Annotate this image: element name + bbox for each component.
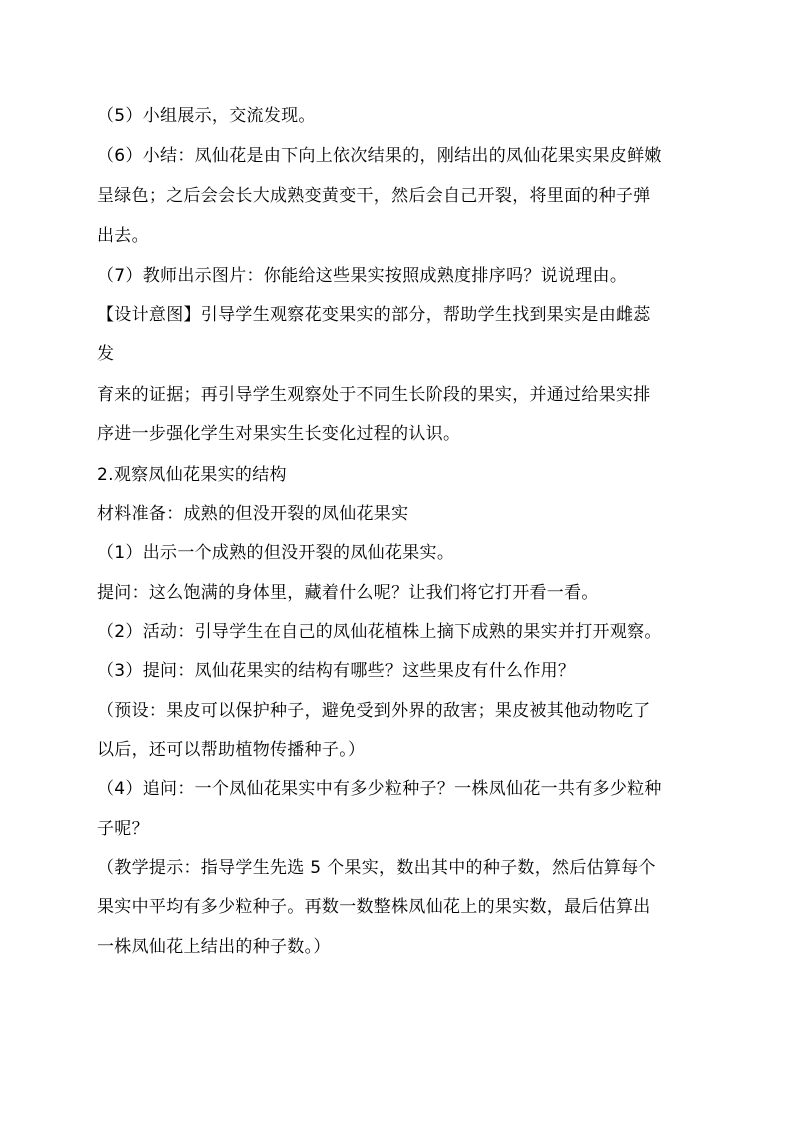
- paragraph-line: 子呢？: [97, 819, 149, 839]
- paragraph-line: （预设：果皮可以保护种子，避免受到外界的敌害；果皮被其他动物吃了: [97, 701, 651, 721]
- section-heading: 2.观察凤仙花果实的结构: [97, 465, 287, 485]
- paragraph-line: （7）教师出示图片：你能给这些果实按照成熟度排序吗？说说理由。: [97, 266, 628, 286]
- paragraph-line: 出去。: [97, 226, 149, 246]
- design-intent-line: 序进一步强化学生对果实生长变化过程的认识。: [97, 424, 461, 444]
- design-intent-line: 【设计意图】引导学生观察花变果实的部分，帮助学生找到果实是由雌蕊: [97, 305, 651, 325]
- paragraph-line: （2）活动：引导学生在自己的凤仙花植株上摘下成熟的果实并打开观察。: [97, 622, 662, 642]
- paragraph-line: （3）提问：凤仙花果实的结构有哪些？这些果皮有什么作用？: [97, 661, 576, 681]
- teaching-tip-line: 一株凤仙花上结出的种子数。）: [97, 937, 331, 957]
- paragraph-line: 以后，还可以帮助植物传播种子。）: [97, 740, 366, 760]
- paragraph-line: 提问：这么饱满的身体里，藏着什么呢？让我们将它打开看一看。: [97, 583, 599, 603]
- materials-line: 材料准备：成熟的但没开裂的凤仙花果实: [97, 504, 409, 524]
- design-intent-line: 育来的证据；再引导学生观察处于不同生长阶段的果实，并通过给果实排: [97, 385, 651, 405]
- paragraph-line: （6）小结：凤仙花是由下向上依次结果的，刚结出的凤仙花果实果皮鲜嫩: [97, 146, 662, 166]
- teaching-tip-line: 果实中平均有多少粒种子。再数一数整株凤仙花上的果实数，最后估算出: [97, 897, 651, 917]
- paragraph-line: （4）追问：一个凤仙花果实中有多少粒种子？一株凤仙花一共有多少粒种: [97, 779, 662, 799]
- paragraph-line: （1）出示一个成熟的但没开裂的凤仙花果实。: [97, 543, 455, 563]
- paragraph-line: （5）小组展示，交流发现。: [97, 106, 316, 126]
- design-intent-line: 发: [97, 344, 115, 364]
- teaching-tip-line: （教学提示：指导学生先选 5 个果实，数出其中的种子数，然后估算每个: [97, 858, 656, 878]
- paragraph-line: 呈绿色；之后会会长大成熟变黄变干，然后会自己开裂，将里面的种子弹: [97, 186, 651, 206]
